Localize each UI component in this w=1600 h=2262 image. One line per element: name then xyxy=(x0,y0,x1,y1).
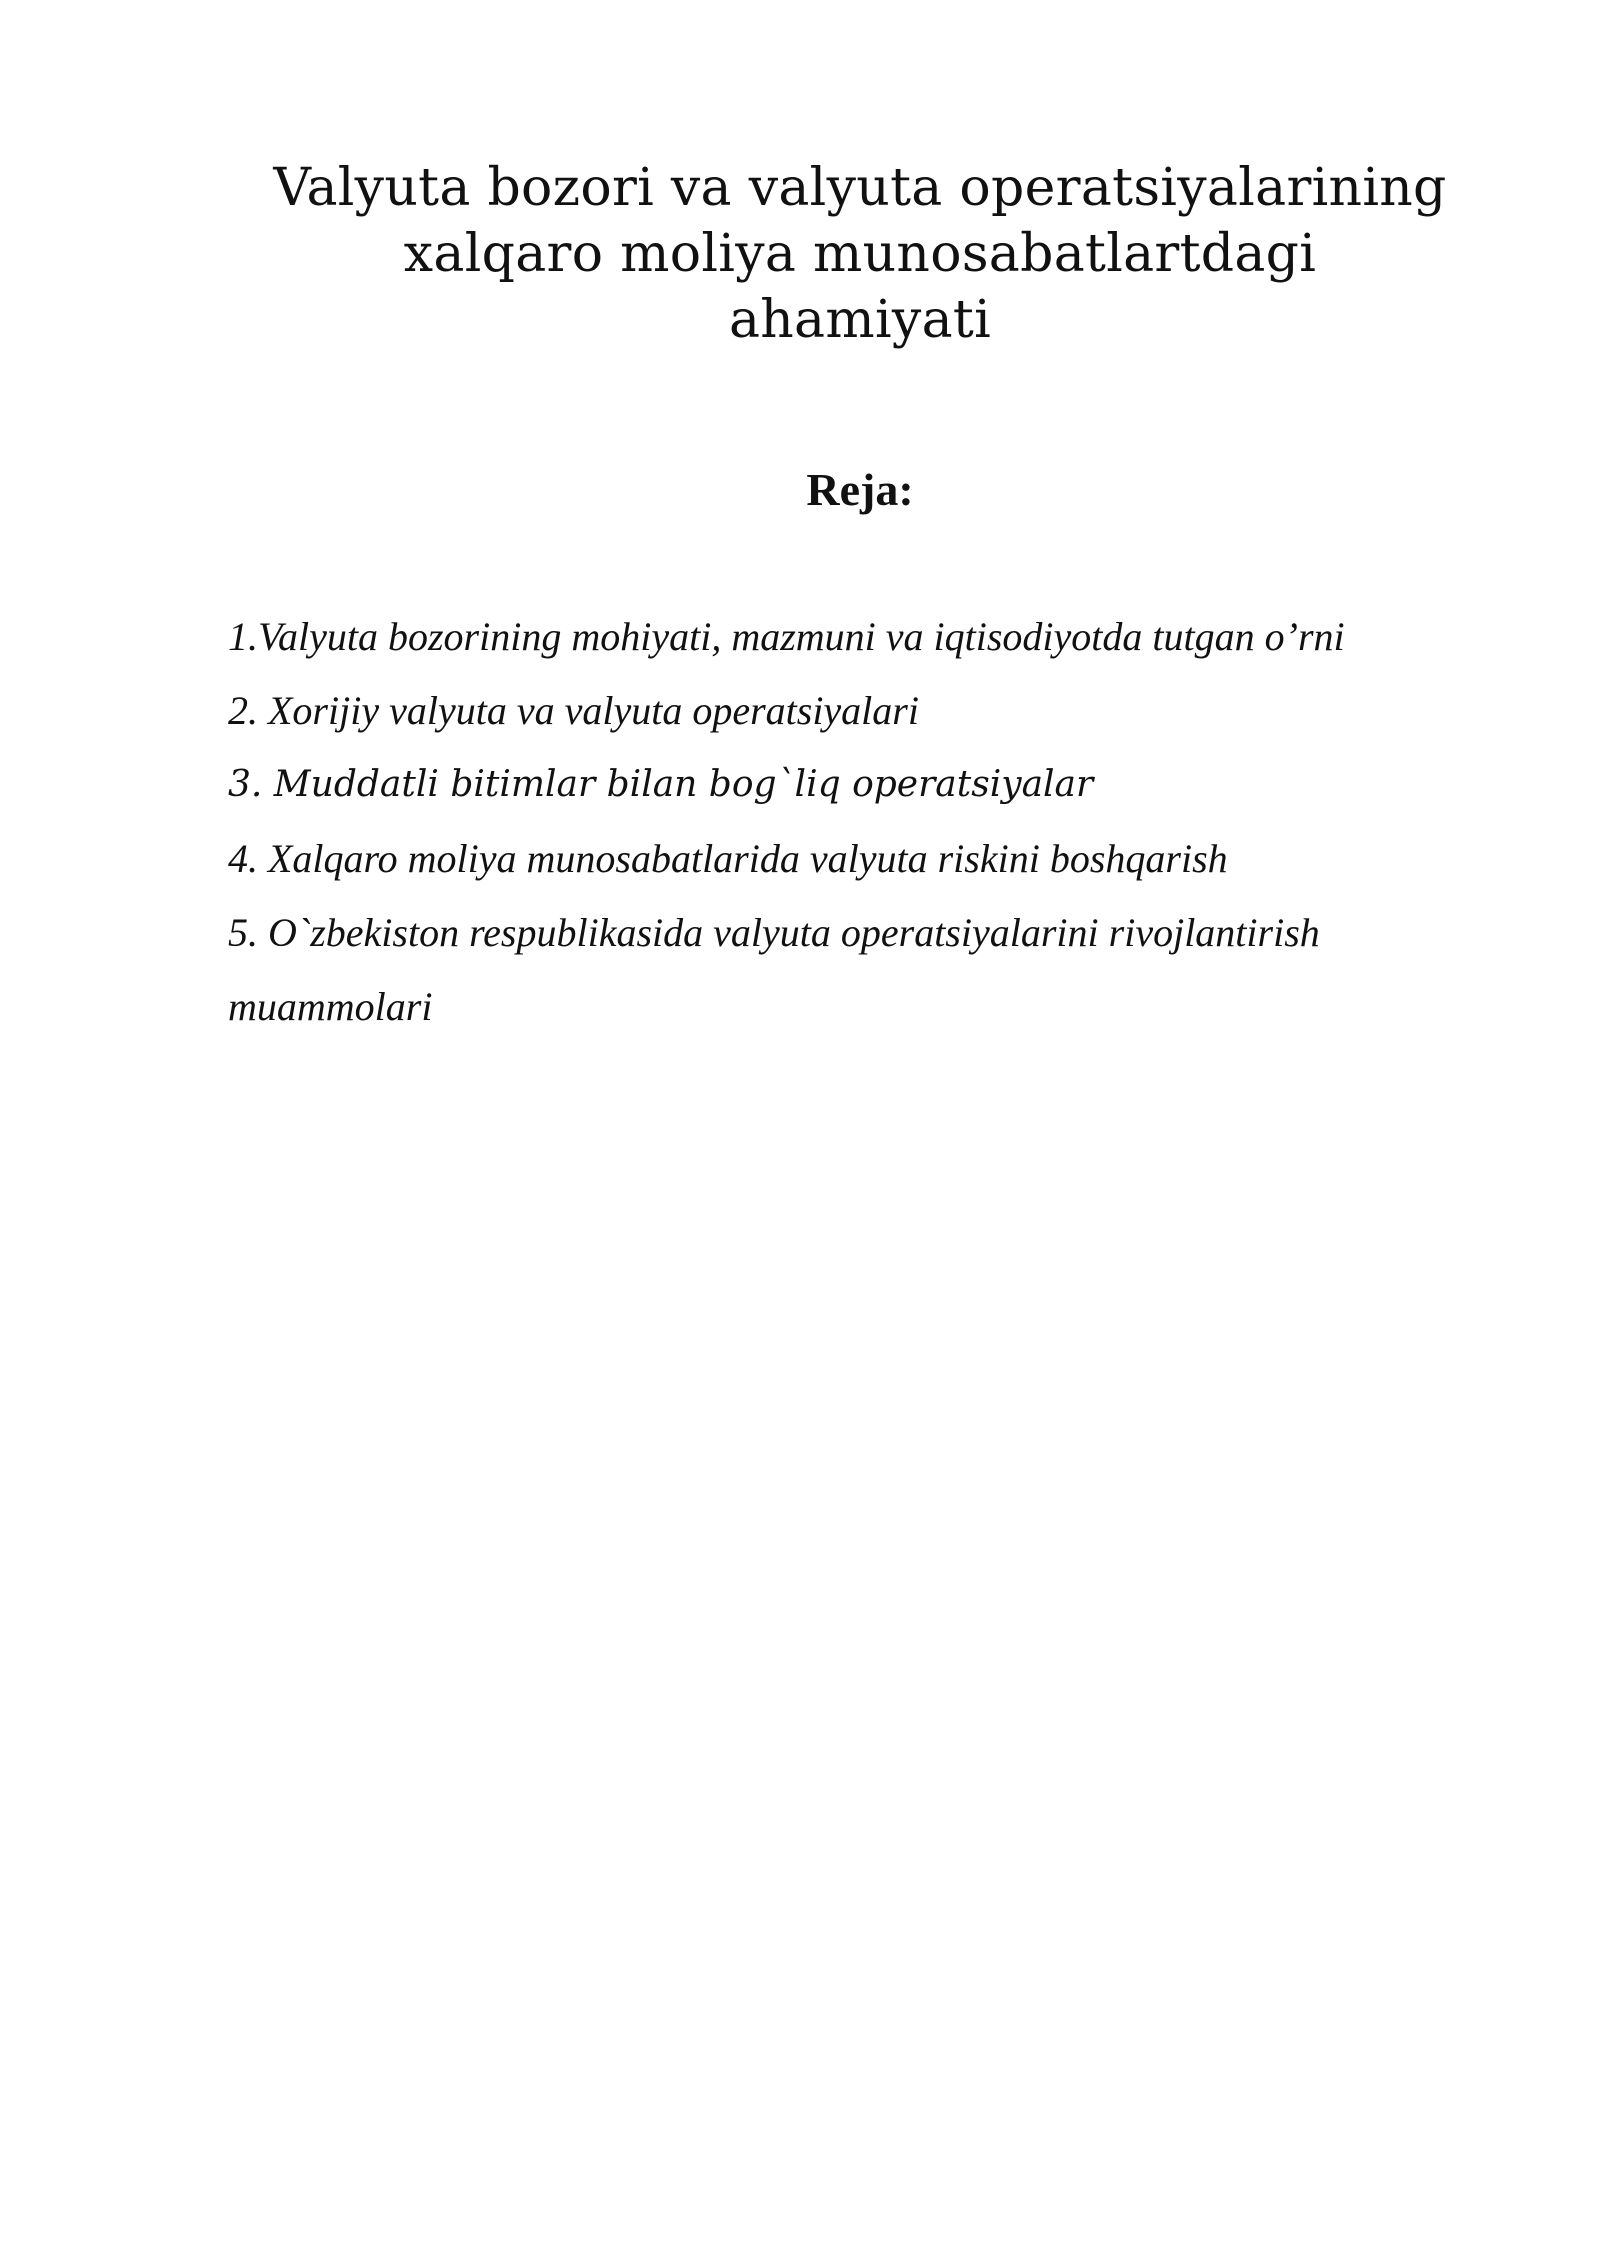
plan-item-1: 1.Valyuta bozorining mohiyati, mazmuni va iqtisodiyotda tutgan o’rni xyxy=(228,614,1345,659)
document-title xyxy=(270,155,1450,353)
plan-item-4: 4. Xalqaro moliya munosabatlarida valyuta riskini boshqarish xyxy=(228,836,1228,881)
title-line-2: xalqaro moliya munosabatlartdagi ahamiyati xyxy=(403,224,1317,350)
title-line-1: Valyuta bozori va valyuta operatsiyalarining xyxy=(273,158,1447,218)
plan-heading: Reja: xyxy=(806,464,914,515)
plan-item-5: 5. O`zbekiston respublikasida valyuta operatsiyalarini rivojlantirish xyxy=(228,910,1320,955)
plan-item-2: 2. Xorijiy valyuta va valyuta operatsiyalari xyxy=(228,688,919,733)
plan-item-5-continued: muammolari xyxy=(228,984,433,1029)
plan-item-3: 3. Muddatli bitimlar bilan bog`liq operatsiyalar xyxy=(228,764,1094,805)
plan-list xyxy=(228,600,1428,1044)
